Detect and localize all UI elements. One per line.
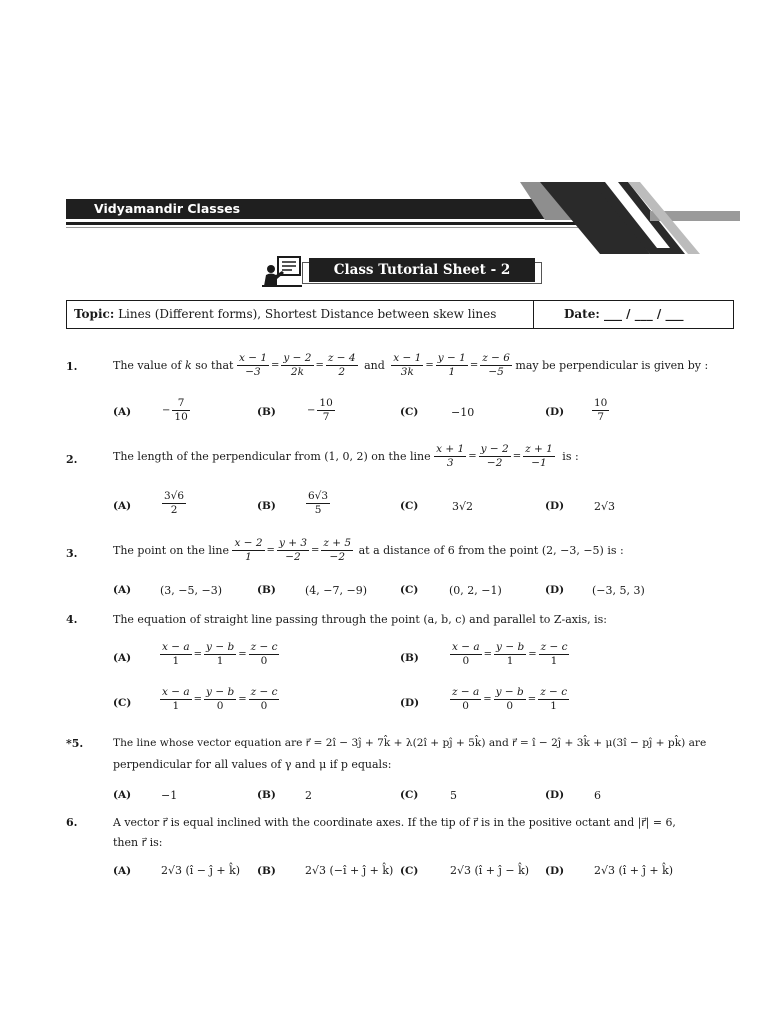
option-label: (D) xyxy=(545,584,565,596)
option-label: (B) xyxy=(257,406,276,418)
option-value: 6 xyxy=(594,789,601,802)
fraction xyxy=(436,352,468,379)
numerator: x − 1 xyxy=(238,352,268,364)
question-4-stem: The equation of straight line passing through the point (a, b, c) and parallel to Z-axis, is: xyxy=(113,613,608,626)
numerator: y − b xyxy=(496,641,525,653)
fraction xyxy=(391,352,423,379)
option-value: 2√3 (î + ĵ + k̂) xyxy=(594,864,674,877)
option-label: (C) xyxy=(400,865,419,877)
fraction xyxy=(592,397,609,424)
fraction xyxy=(480,352,512,379)
sign: − xyxy=(162,405,171,416)
denominator: 0 xyxy=(450,699,481,713)
option-value: 5 xyxy=(450,789,457,802)
numerator: x − a xyxy=(162,686,190,698)
option-label: (C) xyxy=(400,584,419,596)
q3-text: The point on the line xyxy=(113,544,229,557)
fraction xyxy=(450,686,481,713)
fraction xyxy=(204,641,236,668)
fraction xyxy=(523,443,555,470)
denominator: 7 xyxy=(592,410,609,424)
numerator: z + 1 xyxy=(525,443,553,455)
numerator: z − a xyxy=(452,686,480,698)
numerator: x − 1 xyxy=(393,352,422,364)
fraction xyxy=(539,641,570,668)
question-number: 2. xyxy=(66,453,78,466)
numerator: z − 6 xyxy=(482,352,510,364)
denominator: 2 xyxy=(326,365,358,379)
option-value: (−3, 5, 3) xyxy=(592,584,645,597)
fraction xyxy=(317,397,334,424)
option-label: (D) xyxy=(545,500,565,512)
option-label: (A) xyxy=(113,652,132,664)
denominator: −2 xyxy=(277,550,309,564)
sheet-title: Class Tutorial Sheet - 2 xyxy=(309,258,535,282)
question-number: 4. xyxy=(66,613,78,626)
numerator: x − a xyxy=(162,641,190,653)
option-label: (A) xyxy=(113,789,132,801)
denominator: 3 xyxy=(434,456,466,470)
option-label: (B) xyxy=(257,584,276,596)
denominator: −3 xyxy=(237,365,269,379)
denominator: −2 xyxy=(321,550,353,564)
numerator: z − 4 xyxy=(327,352,356,364)
denominator: 1 xyxy=(538,699,569,713)
option-label: (B) xyxy=(257,789,276,801)
numerator: x + 1 xyxy=(436,443,465,455)
question-5-line-2: perpendicular for all values of γ and μ if p equals: xyxy=(113,758,392,771)
fraction xyxy=(306,490,330,517)
option-label: (D) xyxy=(545,789,565,801)
denominator: 2k xyxy=(281,365,313,379)
fraction xyxy=(281,352,313,379)
numerator: z − c xyxy=(540,686,568,698)
question-3-stem: The point on the line $\frac{x - 2}{1}$ = $\frac{y + 3}{-2}$ = $\frac{z + 5}{-2}$ at a distance of 6 from the point (2, −3, −5) is : xyxy=(113,537,624,563)
option-value: 2√3 (−î + ĵ + k̂) xyxy=(305,864,394,877)
fraction xyxy=(160,686,192,713)
option-value: −1 xyxy=(161,789,178,802)
fraction xyxy=(494,686,526,713)
option-value: $\frac{x - a}{1}$ = $\frac{y - b}{0}$ = $\frac{z - c}{0}$ xyxy=(162,686,278,712)
denominator: 2 xyxy=(162,503,186,517)
numerator: y − b xyxy=(206,686,235,698)
q1-text-c: may be perpendicular is given by : xyxy=(515,359,709,372)
option-label: (B) xyxy=(257,500,276,512)
option-value: (0, 2, −1) xyxy=(449,584,502,597)
numerator: y − b xyxy=(206,641,235,653)
numerator: 7 xyxy=(177,397,185,409)
fraction xyxy=(162,490,186,517)
denominator: 0 xyxy=(494,699,526,713)
q1-text-a: The value of xyxy=(113,359,182,372)
numerator: z − c xyxy=(250,686,278,698)
q3-tail: at a distance of 6 from the point (2, −3, −5) is : xyxy=(358,544,624,557)
fraction xyxy=(249,641,280,668)
option-value: −10 xyxy=(451,406,475,419)
header-stripe-decoration xyxy=(500,178,740,258)
numerator: y − 2 xyxy=(480,443,509,455)
denominator: 0 xyxy=(450,654,482,668)
numerator: 3√6 xyxy=(164,490,185,502)
fraction xyxy=(479,443,511,470)
denominator: 1 xyxy=(232,550,264,564)
option-label: (D) xyxy=(400,697,420,709)
option-value: $\frac{x - a}{1}$ = $\frac{y - b}{1}$ = $\frac{z - c}{0}$ xyxy=(162,641,278,667)
numerator: 10 xyxy=(594,397,608,409)
q1-text-b: so that xyxy=(195,359,234,372)
option-value: 2√3 (î − ĵ + k̂) xyxy=(161,864,241,877)
question-5-line-1: The line whose vector equation are r⃗ = 2î − 3ĵ + 7k̂ + λ(2î + pĵ + 5k̂) and r⃗ = î − 2ĵ + 3k̂ + μ(3î − pĵ + pk̂) are xyxy=(113,737,707,749)
fraction xyxy=(277,537,309,564)
option-label: (B) xyxy=(400,652,419,664)
option-value xyxy=(160,397,190,424)
option-value: 2√3 (î + ĵ − k̂) xyxy=(450,864,530,877)
numerator: 6√3 xyxy=(308,490,329,502)
date-blanks: ___ / ___ / ___ xyxy=(603,307,684,321)
question-number: *5. xyxy=(66,737,84,750)
question-6-line-1: A vector r⃗ is equal inclined with the coordinate axes. If the tip of r⃗ is in the positive octant and |r⃗| = 6, xyxy=(113,816,676,829)
numerator: y − b xyxy=(495,686,524,698)
option-value: 2√3 xyxy=(594,500,616,513)
fraction xyxy=(326,352,358,379)
numerator: y + 3 xyxy=(278,537,308,549)
option-label: (A) xyxy=(113,500,132,512)
option-label: (C) xyxy=(400,500,419,512)
option-value: $\frac{x - a}{0}$ = $\frac{y - b}{1}$ = $\frac{z - c}{1}$ xyxy=(452,641,568,667)
denominator: 1 xyxy=(160,654,192,668)
numerator: y − 2 xyxy=(283,352,312,364)
option-value: (4, −7, −9) xyxy=(305,584,367,597)
fraction xyxy=(538,686,569,713)
numerator: y − 1 xyxy=(437,352,466,364)
denominator: 1 xyxy=(160,699,192,713)
option-value xyxy=(592,397,609,424)
denominator: 10 xyxy=(174,411,188,423)
option-label: (B) xyxy=(257,865,276,877)
denominator: 1 xyxy=(204,654,236,668)
option-value xyxy=(305,397,335,424)
option-value: (3, −5, −3) xyxy=(160,584,222,597)
option-label: (C) xyxy=(400,789,419,801)
q2-text: The length of the perpendicular from (1, 0, 2) on the line xyxy=(113,450,431,463)
denominator: 5 xyxy=(306,503,330,517)
fraction xyxy=(172,397,189,424)
option-value xyxy=(306,490,330,517)
denominator: 0 xyxy=(249,699,280,713)
topic-text: Lines (Different forms), Shortest Distance between skew lines xyxy=(118,307,497,321)
denominator: 1 xyxy=(539,654,570,668)
denominator: −5 xyxy=(480,365,512,379)
teacher-board-icon xyxy=(262,255,306,287)
option-label: (C) xyxy=(113,697,132,709)
question-number: 6. xyxy=(66,816,78,829)
date-cell xyxy=(534,301,733,328)
numerator: 10 xyxy=(319,397,333,409)
numerator: z + 5 xyxy=(323,537,352,549)
option-label: (D) xyxy=(545,406,565,418)
denominator: 1 xyxy=(436,365,468,379)
fraction xyxy=(434,443,466,470)
option-value: 2 xyxy=(305,789,312,802)
fraction xyxy=(450,641,482,668)
option-label: (D) xyxy=(545,865,565,877)
topic-box xyxy=(66,300,734,329)
denominator: −1 xyxy=(523,456,555,470)
option-label: (C) xyxy=(400,406,419,418)
fraction xyxy=(494,641,526,668)
fraction xyxy=(321,537,353,564)
option-value xyxy=(162,490,186,517)
numerator: x − a xyxy=(452,641,480,653)
denominator: 1 xyxy=(494,654,526,668)
option-value: $\frac{z - a}{0}$ = $\frac{y - b}{0}$ = $\frac{z - c}{1}$ xyxy=(452,686,568,712)
brand-name: Vidyamandir Classes xyxy=(94,201,241,216)
sign: − xyxy=(307,405,316,416)
fraction xyxy=(204,686,236,713)
question-number: 3. xyxy=(66,547,78,560)
numerator: x − 2 xyxy=(234,537,263,549)
denominator: 0 xyxy=(204,699,236,713)
q1-and: and xyxy=(364,359,385,372)
fraction xyxy=(232,537,264,564)
numerator: z − c xyxy=(250,641,278,653)
denominator: −2 xyxy=(479,456,511,470)
topic-label: Topic: xyxy=(74,307,115,321)
fraction xyxy=(160,641,192,668)
fraction xyxy=(249,686,280,713)
question-1-stem: The value of k so that $\frac{x - 1}{-3}$ = $\frac{y - 2}{2k}$ = $\frac{z - 4}{2}$ and $\frac{x - 1}{3k}$ = $\frac{y - 1}{1}$ = $\frac{z - 6}{-5}$ may be perpendicular is given by : xyxy=(113,352,709,378)
option-label: (A) xyxy=(113,406,132,418)
question-6-line-2: then r⃗ is: xyxy=(113,836,163,849)
denominator: 0 xyxy=(249,654,280,668)
denominator: 3k xyxy=(391,365,423,379)
option-value: 3√2 xyxy=(452,500,474,513)
topic-cell xyxy=(67,301,534,328)
q2-tail: is : xyxy=(562,450,579,463)
q1-var: k xyxy=(185,359,192,372)
denominator: 7 xyxy=(317,410,334,424)
question-2-stem: The length of the perpendicular from (1, 0, 2) on the line $\frac{x + 1}{3}$ = $\frac{y - 2}{-2}$ = $\frac{z + 1}{-1}$ is : xyxy=(113,443,579,469)
option-label: (A) xyxy=(113,865,132,877)
numerator: z − c xyxy=(540,641,568,653)
question-number: 1. xyxy=(66,360,78,373)
fraction xyxy=(237,352,269,379)
date-label: Date: xyxy=(564,307,600,321)
option-label: (A) xyxy=(113,584,132,596)
